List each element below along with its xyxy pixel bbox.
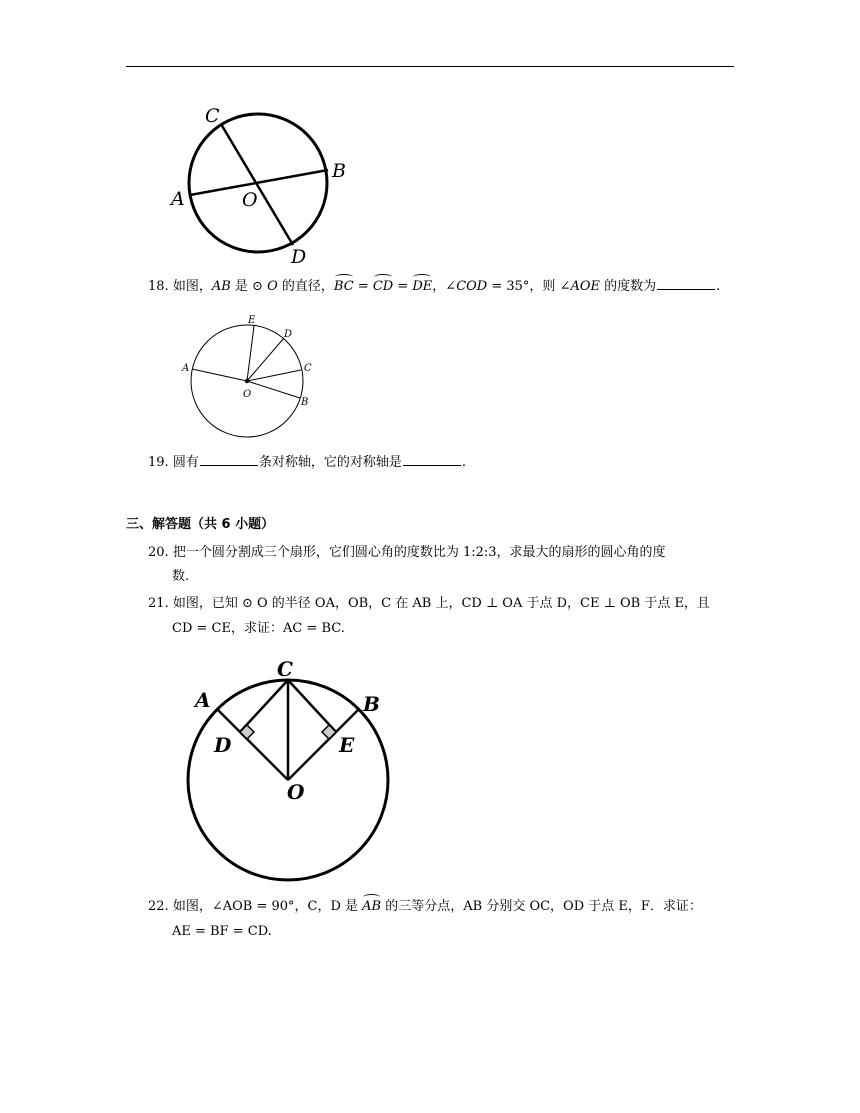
q18-arc-de: DE bbox=[412, 277, 432, 297]
label-d: D bbox=[284, 329, 293, 340]
q18-math-aoe: AOE bbox=[570, 279, 601, 294]
q18-text-1: 如图， bbox=[172, 279, 212, 294]
q19-text-1: 圆有 bbox=[172, 455, 199, 470]
radius-oa bbox=[192, 369, 247, 381]
q18-text-7: . bbox=[716, 279, 721, 294]
q19-text-3: . bbox=[461, 455, 466, 470]
radius-ob bbox=[247, 381, 300, 398]
question-18 bbox=[148, 277, 720, 297]
q21-text-1: 如图，已知 ⊙ O 的半径 OA，OB，C 在 AB 上，CD ⊥ OA 于点 D，CE ⊥ OB 于点 E，且 bbox=[172, 596, 710, 611]
question-22-line-1 bbox=[148, 897, 702, 917]
right-angle-mark-e bbox=[322, 725, 336, 739]
label-b: B bbox=[301, 397, 309, 408]
label-d: D bbox=[291, 246, 307, 268]
q18-arc-cd: CD bbox=[373, 277, 393, 297]
figure-3-circle-perpendicular-diagram bbox=[185, 655, 400, 885]
label-a: A bbox=[195, 688, 211, 712]
label-a: A bbox=[182, 363, 190, 374]
q18-text-5: = 35°，则 ∠ bbox=[487, 279, 571, 294]
q18-text-2: 是 ⊙ bbox=[230, 279, 268, 294]
q18-eq-1: = bbox=[353, 279, 373, 294]
label-b: B bbox=[363, 692, 380, 716]
label-e: E bbox=[248, 315, 256, 326]
q22-number: 22. bbox=[148, 899, 169, 914]
q18-math-ab: AB bbox=[211, 279, 231, 294]
figure-1-circle-diagram bbox=[165, 100, 355, 270]
label-o: O bbox=[287, 780, 305, 804]
q19-text-2: 条对称轴，它的对称轴是 bbox=[258, 455, 402, 470]
q22-text-2: 的三等分点，AB 分别交 OC，OD 于点 E，F．求证： bbox=[381, 899, 702, 914]
header-rule bbox=[126, 66, 734, 67]
label-e: E bbox=[339, 733, 355, 757]
question-20-line-1 bbox=[148, 543, 666, 563]
q22-text-1: 如图，∠AOB = 90°，C，D 是 bbox=[172, 899, 363, 914]
question-20-line-2: 数. bbox=[172, 569, 190, 584]
right-angle-mark-d bbox=[240, 725, 254, 739]
label-c: C bbox=[277, 657, 293, 681]
q18-number: 18. bbox=[148, 279, 169, 294]
question-22-line-2: AE = BF = CD. bbox=[172, 924, 272, 939]
diameter-ab bbox=[190, 170, 328, 195]
q20-text-1: 把一个圆分割成三个扇形，它们圆心角的度数比为 1:2:3，求最大的扇形的圆心角的度 bbox=[172, 545, 666, 560]
q18-math-o: O bbox=[267, 279, 278, 294]
label-o: O bbox=[243, 389, 252, 400]
q18-text-4: ，∠ bbox=[432, 279, 457, 294]
label-d: D bbox=[214, 733, 232, 757]
q18-text-6: 的度数为 bbox=[600, 279, 657, 294]
label-a: A bbox=[171, 188, 185, 210]
q20-number: 20. bbox=[148, 545, 169, 560]
label-o: O bbox=[242, 189, 258, 211]
diameter-cd bbox=[221, 124, 293, 245]
q18-eq-2: = bbox=[393, 279, 413, 294]
q19-number: 19. bbox=[148, 455, 169, 470]
figure-2-circle-radii-diagram bbox=[176, 309, 326, 444]
center-point bbox=[245, 379, 249, 383]
q18-text-3: 的直径， bbox=[277, 279, 334, 294]
q22-arc-ab: AB bbox=[362, 897, 381, 917]
label-c: C bbox=[304, 363, 312, 374]
question-21-line-2: CD = CE，求证：AC = BC. bbox=[172, 621, 345, 636]
question-19 bbox=[148, 453, 466, 473]
radius-oe bbox=[247, 326, 254, 381]
q18-arc-bc: BC bbox=[334, 277, 354, 297]
q19-answer-blank-1[interactable] bbox=[200, 453, 258, 466]
q21-number: 21. bbox=[148, 596, 169, 611]
q19-answer-blank-2[interactable] bbox=[403, 453, 461, 466]
section-3-title: 三、解答题（共 6 小题） bbox=[126, 517, 275, 532]
question-21-line-1 bbox=[148, 594, 710, 614]
label-c: C bbox=[205, 105, 220, 127]
q18-math-cod: COD bbox=[456, 279, 488, 294]
q18-answer-blank[interactable] bbox=[657, 277, 715, 290]
label-b: B bbox=[332, 160, 346, 182]
